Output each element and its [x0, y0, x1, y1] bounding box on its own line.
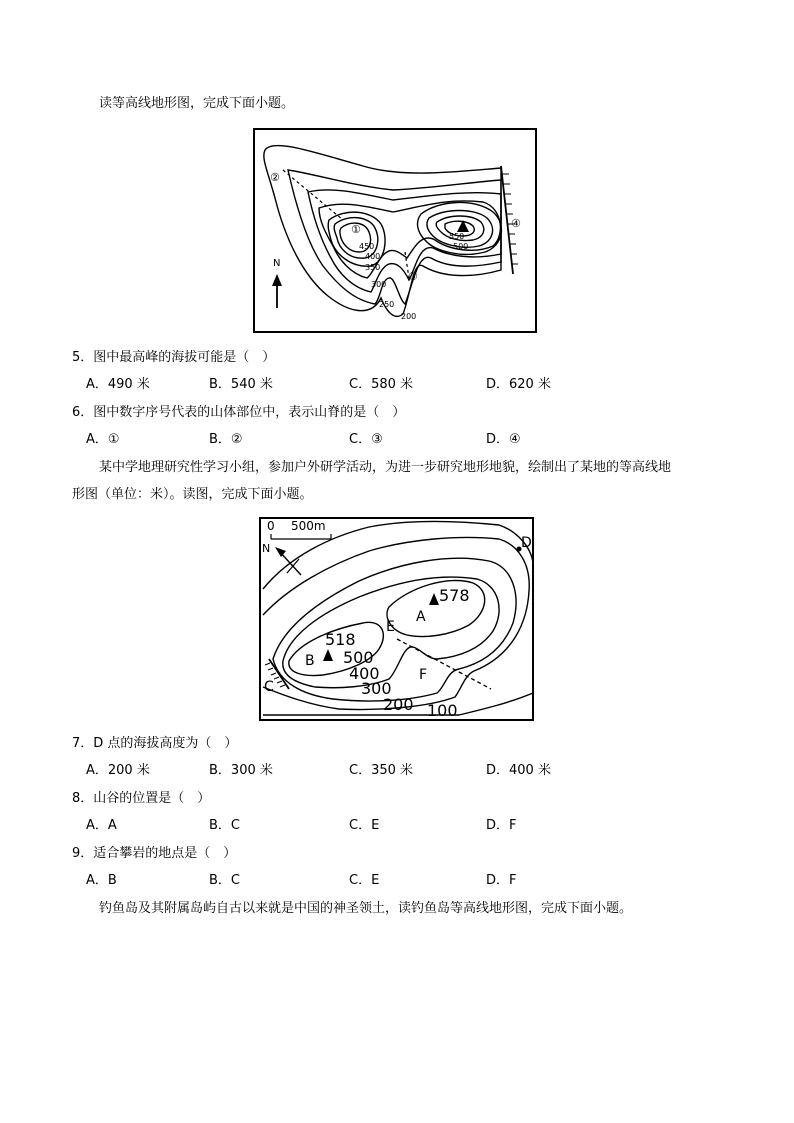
q9-option-c[interactable]: C．E — [349, 873, 380, 888]
marker-2: ② — [270, 171, 280, 184]
q6-stem: 6．图中数字序号代表的山体部位中，表示山脊的是（ ） — [72, 405, 406, 420]
point-d: D — [521, 535, 532, 551]
contour-label-250: 250 — [379, 300, 395, 309]
intro-3: 钓鱼岛及其附属岛屿自古以来就是中国的神圣领土，读钓鱼岛等高线地形图，完成下面小题。 — [99, 901, 633, 916]
point-f: F — [419, 667, 428, 683]
contour-label-200-b: 200 — [383, 695, 414, 714]
q8-option-c[interactable]: C．E — [349, 818, 380, 833]
q7-option-c[interactable]: C．350 米 — [349, 763, 414, 778]
q9-option-a[interactable]: A．B — [86, 873, 117, 888]
q7-stem: 7．D 点的海拔高度为（ ） — [72, 736, 238, 751]
scale-length: 500m — [291, 519, 326, 533]
intro-2-line-2: 形图（单位：米）。读图，完成下面小题。 — [72, 487, 313, 502]
q9-option-b[interactable]: B．C — [209, 873, 240, 888]
contour-map-2 — [259, 517, 535, 726]
q9-option-d[interactable]: D．F — [486, 873, 517, 888]
q7-option-b[interactable]: B．300 米 — [209, 763, 273, 778]
q5-option-b[interactable]: B．540 米 — [209, 377, 273, 392]
q5-option-c[interactable]: C．580 米 — [349, 377, 414, 392]
contour-label-400: 400 — [365, 252, 381, 261]
marker-3: ③ — [408, 270, 418, 283]
point-e: E — [386, 619, 395, 635]
point-c: C — [264, 679, 274, 695]
marker-1: ① — [351, 223, 361, 236]
q5-option-d[interactable]: D．620 米 — [486, 377, 551, 392]
q7-option-d[interactable]: D．400 米 — [486, 763, 551, 778]
north-label: N — [273, 258, 281, 269]
peak-a-elevation: 578 — [439, 586, 470, 605]
marker-4: ④ — [511, 217, 521, 230]
q5-option-a[interactable]: A．490 米 — [86, 377, 150, 392]
q6-option-b[interactable]: B．② — [209, 432, 243, 447]
scale-zero: 0 — [267, 519, 275, 533]
point-b: B — [305, 653, 315, 669]
contour-label-100-b: 100 — [427, 701, 458, 720]
peak-b-elevation: 518 — [325, 630, 356, 649]
q8-stem: 8．山谷的位置是（ ） — [72, 791, 211, 806]
contour-label-450: 450 — [359, 242, 375, 251]
intro-1: 读等高线地形图，完成下面小题。 — [99, 96, 295, 111]
q5-stem: 5．图中最高峰的海拔可能是（ ） — [72, 350, 276, 365]
contour-map-1 — [253, 128, 538, 338]
contour-label-550: 550 — [449, 232, 465, 241]
q8-option-d[interactable]: D．F — [486, 818, 517, 833]
contour-label-500-b: 500 — [343, 648, 374, 667]
north-label-2: N — [262, 542, 271, 555]
q6-option-c[interactable]: C．③ — [349, 432, 383, 447]
contour-label-400-b: 400 — [349, 664, 380, 683]
contour-label-350: 350 — [365, 263, 381, 272]
q8-option-b[interactable]: B．C — [209, 818, 240, 833]
q6-option-d[interactable]: D．④ — [486, 432, 521, 447]
contour-label-200: 200 — [401, 312, 417, 321]
contour-label-300: 300 — [371, 280, 387, 289]
contour-label-500: 500 — [453, 242, 469, 251]
q8-option-a[interactable]: A．A — [86, 818, 117, 833]
q7-option-a[interactable]: A．200 米 — [86, 763, 150, 778]
q9-stem: 9．适合攀岩的地点是（ ） — [72, 846, 237, 861]
contour-label-300-b: 300 — [361, 679, 392, 698]
q6-option-a[interactable]: A．① — [86, 432, 120, 447]
intro-2-line-1: 某中学地理研究性学习小组，参加户外研学活动，为进一步研究地形地貌，绘制出了某地的等高线地 — [99, 460, 672, 475]
point-a: A — [416, 609, 426, 625]
